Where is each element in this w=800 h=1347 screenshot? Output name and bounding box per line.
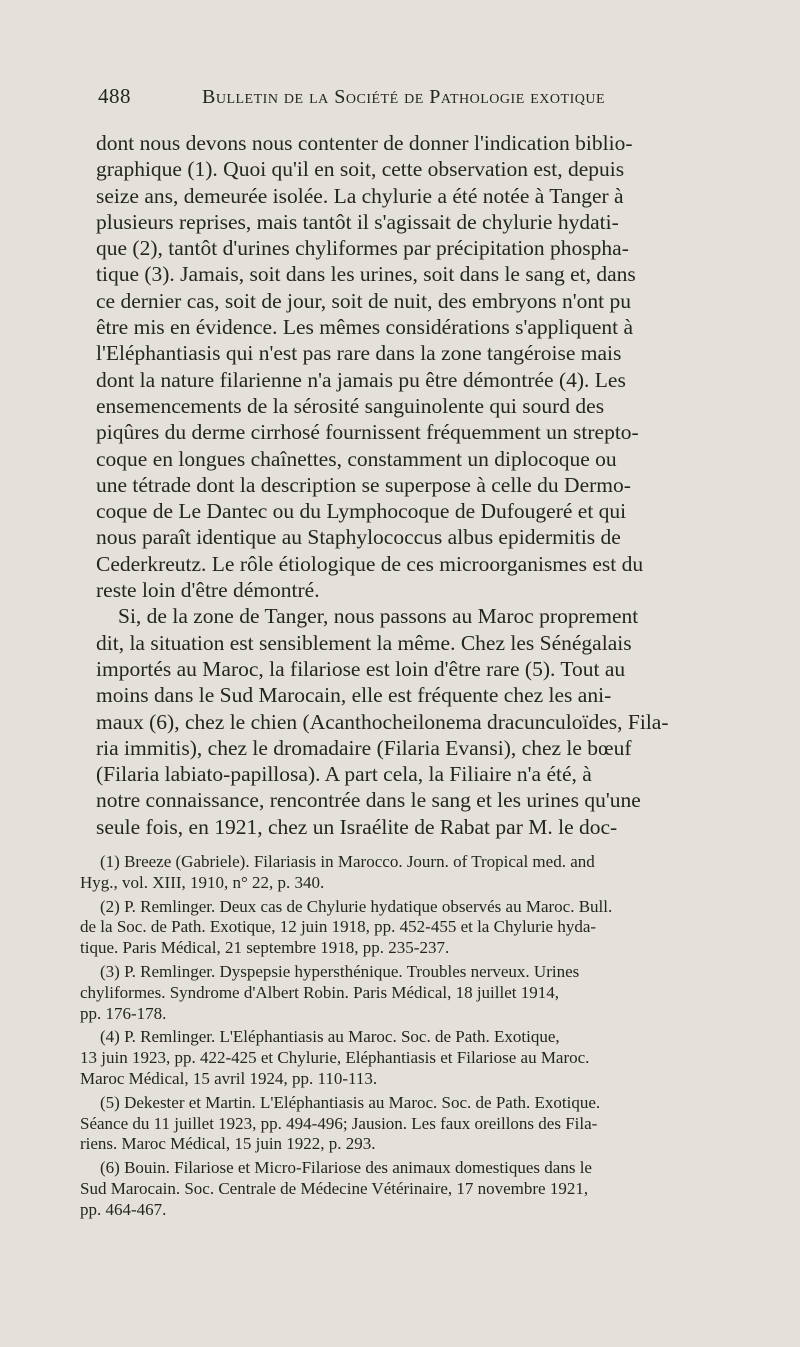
footnote-line: riens. Maroc Médical, 15 juin 1922, p. 293.: [80, 1134, 376, 1154]
footnote: [80, 1093, 736, 1155]
body-line: seule fois, en 1921, chez un Israélite de Rabat par M. le doc-: [96, 814, 618, 839]
body-text: [96, 130, 740, 840]
footnote-line: pp. 176-178.: [80, 1003, 167, 1023]
body-line: coque de Le Dantec ou du Lymphocoque de Dufougeré et qui: [96, 499, 627, 524]
footnote-line: Maroc Médical, 15 avril 1924, pp. 110-113.: [80, 1068, 378, 1088]
footnote-line: Hyg., vol. XIII, 1910, n° 22, p. 340.: [80, 872, 325, 892]
footnote: [80, 962, 736, 1024]
footnote-line: (4) P. Remlinger. L'Eléphantiasis au Maroc. Soc. de Path. Exotique,: [100, 1027, 560, 1047]
page-number: 488: [98, 84, 131, 108]
body-line: dont nous devons nous contenter de donner l'indication biblio-: [96, 131, 633, 155]
body-line: ria immitis), chez le dromadaire (Filaria Evansi), chez le bœuf: [96, 735, 632, 760]
footnote-line: (3) P. Remlinger. Dyspepsie hypersthénique. Troubles nerveux. Urines: [100, 961, 580, 981]
footnote: [80, 852, 736, 894]
body-line: nous paraît identique au Staphylococcus albus epidermitis de: [96, 525, 621, 550]
footnote: [80, 897, 736, 959]
body-line: notre connaissance, rencontrée dans le sang et les urines qu'une: [96, 788, 641, 813]
body-line: moins dans le Sud Marocain, elle est fréquente chez les ani-: [96, 683, 612, 708]
footnote-line: chyliformes. Syndrome d'Albert Robin. Paris Médical, 18 juillet 1914,: [80, 982, 559, 1002]
footnote-line: 13 juin 1923, pp. 422-425 et Chylurie, Eléphantiasis et Filariose au Maroc.: [80, 1048, 590, 1068]
body-line: (Filaria labiato-papillosa). A part cela, la Filiaire n'a été, à: [96, 762, 592, 787]
footnote-line: (2) P. Remlinger. Deux cas de Chylurie hydatique observés au Maroc. Bull.: [100, 896, 613, 916]
body-line: maux (6), chez le chien (Acanthocheilonema dracunculoïdes, Fila-: [96, 709, 669, 734]
footnote-line: (6) Bouin. Filariose et Micro-Filariose des animaux domestiques dans le: [100, 1158, 592, 1178]
footnote-line: (5) Dekester et Martin. L'Eléphantiasis au Maroc. Soc. de Path. Exotique.: [100, 1092, 601, 1112]
running-title: Bulletin de la Société de Pathologie exotique: [202, 86, 606, 108]
body-line: graphique (1). Quoi qu'il en soit, cette observation est, depuis: [96, 157, 625, 182]
body-line: que (2), tantôt d'urines chyliformes par précipitation phospha-: [96, 236, 629, 261]
footnotes: [80, 852, 736, 1224]
footnote-line: tique. Paris Médical, 21 septembre 1918, pp. 235-237.: [80, 938, 450, 958]
footnote-line: Sud Marocain. Soc. Centrale de Médecine Vétérinaire, 17 novembre 1921,: [80, 1178, 589, 1198]
body-line: ensemencements de la sérosité sanguinolente qui sourd des: [96, 393, 605, 418]
body-line: Si, de la zone de Tanger, nous passons au Maroc proprement: [118, 604, 639, 629]
body-line: coque en longues chaînettes, constamment un diplocoque ou: [96, 446, 617, 471]
footnote-line: Séance du 11 juillet 1923, pp. 494-496; Jausion. Les faux oreillons des Fila-: [80, 1113, 598, 1133]
body-line: une tétrade dont la description se superpose à celle du Dermo-: [96, 472, 631, 497]
body-line: seize ans, demeurée isolée. La chylurie a été notée à Tanger à: [96, 183, 624, 208]
footnote-line: (1) Breeze (Gabriele). Filariasis in Marocco. Journ. of Tropical med. and: [100, 852, 595, 871]
footnote-line: de la Soc. de Path. Exotique, 12 juin 1918, pp. 452-455 et la Chylurie hyda-: [80, 917, 597, 937]
body-line: l'Eléphantiasis qui n'est pas rare dans la zone tangéroise mais: [96, 341, 622, 366]
body-line: dit, la situation est sensiblement la même. Chez les Sénégalais: [96, 630, 632, 655]
body-line: reste loin d'être démontré.: [96, 578, 320, 603]
body-line: Cederkreutz. Le rôle étiologique de ces microorganismes est du: [96, 551, 644, 576]
footnote-line: pp. 464-467.: [80, 1199, 167, 1219]
footnote: [80, 1158, 736, 1220]
body-line: piqûres du derme cirrhosé fournissent fréquemment un strepto-: [96, 420, 639, 445]
footnote: [80, 1027, 736, 1089]
body-line: être mis en évidence. Les mêmes considérations s'appliquent à: [96, 315, 634, 340]
body-line: importés au Maroc, la filariose est loin d'être rare (5). Tout au: [96, 656, 626, 681]
body-line: tique (3). Jamais, soit dans les urines, soit dans le sang et, dans: [96, 262, 636, 287]
body-line: ce dernier cas, soit de jour, soit de nuit, des embryons n'ont pu: [96, 288, 632, 313]
page-header: [98, 84, 680, 116]
body-line: plusieurs reprises, mais tantôt il s'agissait de chylurie hydati-: [96, 209, 619, 234]
body-line: dont la nature filarienne n'a jamais pu être démontrée (4). Les: [96, 367, 626, 392]
